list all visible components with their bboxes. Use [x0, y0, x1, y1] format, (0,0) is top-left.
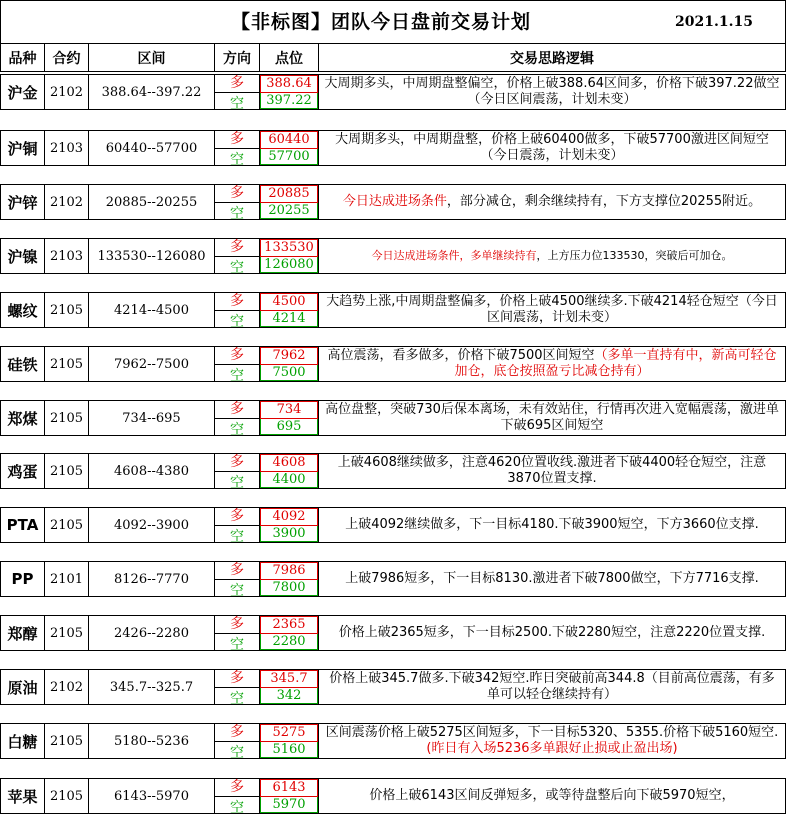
level-cell [259, 346, 318, 382]
price-range: 734--695 [88, 400, 214, 436]
logic-paragraph [323, 402, 781, 434]
long-label: 多 [215, 451, 259, 472]
long-level: 5275 [260, 724, 318, 742]
product-name: PTA [0, 507, 44, 543]
logic-main: 大周期多头，中周期盘整，价格上破60400做多，下破57700激进区间短空（今日震荡，计划未变） [335, 132, 769, 163]
logic-text [318, 400, 786, 436]
product-name: 硅铁 [0, 346, 44, 382]
contract-code: 2102 [44, 184, 88, 220]
table-row [0, 507, 786, 543]
long-level: 20885 [260, 185, 318, 203]
short-label: 空 [230, 744, 244, 761]
table-row [0, 453, 786, 489]
short-level: 57700 [260, 149, 318, 166]
product-name: 沪金 [0, 74, 44, 110]
contract-code: 2105 [44, 292, 88, 328]
contract-code: 2103 [44, 238, 88, 274]
logic-main: 高位震荡，看多做多，价格下破7500区间短空 [327, 348, 595, 363]
logic-paragraph [323, 671, 781, 703]
logic-main: 大趋势上涨,中周期盘整偏多，价格上破4500继续多.下破4214轻仓短空（今日区间震荡，计划未变） [326, 294, 778, 325]
logic-main: ，上方压力位133530，突破后可加仓。 [536, 249, 733, 262]
level-cell [259, 184, 318, 220]
long-label: 多 [215, 236, 259, 257]
product-name: 郑煤 [0, 400, 44, 436]
level-cell [259, 400, 318, 436]
long-level: 6143 [260, 779, 318, 797]
short-label: 空 [230, 474, 244, 491]
price-range: 388.64--397.22 [88, 74, 214, 110]
long-label: 多 [215, 344, 259, 365]
short-label: 空 [230, 151, 244, 168]
plan-date: 2021.1.15 [675, 14, 753, 30]
contract-code: 2105 [44, 453, 88, 489]
direction-cell [214, 615, 259, 651]
logic-note: (昨日有入场5236多单跟好止损或止盈出场) [426, 741, 678, 756]
logic-paragraph [323, 294, 781, 326]
logic-paragraph [372, 248, 733, 264]
short-label: 空 [230, 313, 244, 330]
contract-code: 2105 [44, 615, 88, 651]
long-label: 多 [215, 128, 259, 149]
title-bar [0, 0, 786, 44]
direction-cell [214, 346, 259, 382]
long-label: 多 [215, 398, 259, 419]
short-label: 空 [230, 259, 244, 276]
short-label: 空 [230, 528, 244, 545]
price-range: 5180--5236 [88, 723, 214, 759]
level-cell [259, 615, 318, 651]
contract-code: 2102 [44, 669, 88, 705]
price-range: 2426--2280 [88, 615, 214, 651]
contract-code: 2105 [44, 346, 88, 382]
long-level: 345.7 [260, 670, 318, 688]
logic-paragraph [323, 76, 781, 108]
price-range: 133530--126080 [88, 238, 214, 274]
long-label: 多 [215, 559, 259, 580]
table-row [0, 400, 786, 436]
short-label: 空 [230, 582, 244, 599]
level-cell [259, 723, 318, 759]
short-label: 空 [230, 690, 244, 707]
contract-code: 2105 [44, 723, 88, 759]
direction-cell [214, 292, 259, 328]
page-title: 【非标图】团队今日盘前交易计划 [231, 11, 532, 33]
table-row [0, 74, 786, 110]
table-row [0, 561, 786, 597]
logic-paragraph [323, 132, 781, 164]
price-range: 20885--20255 [88, 184, 214, 220]
direction-cell [214, 561, 259, 597]
short-label: 空 [230, 205, 244, 222]
long-level: 7962 [260, 347, 318, 365]
logic-text [318, 74, 786, 110]
direction-cell [214, 130, 259, 166]
short-label: 空 [230, 421, 244, 438]
logic-paragraph [369, 788, 734, 804]
level-cell [259, 778, 318, 814]
product-name: PP [0, 561, 44, 597]
long-label: 多 [215, 776, 259, 797]
header-contract: 合约 [44, 44, 88, 72]
logic-text [318, 346, 786, 382]
level-cell [259, 74, 318, 110]
logic-paragraph [323, 455, 781, 487]
logic-text [318, 669, 786, 705]
contract-code: 2105 [44, 778, 88, 814]
short-level: 342 [260, 688, 318, 705]
logic-main: 价格上破6143区间反弹短多，或等待盘整后向下破5970短空， [369, 788, 735, 803]
short-level: 4400 [260, 472, 318, 489]
direction-cell [214, 400, 259, 436]
logic-paragraph [343, 194, 761, 210]
header-level: 点位 [259, 44, 318, 72]
direction-cell [214, 74, 259, 110]
long-level: 4500 [260, 293, 318, 311]
logic-text [318, 561, 786, 597]
logic-main: 价格上破345.7做多.下破342短空.昨日突破前高344.8（目前高位震荡，有多单可以轻仓继续持有） [329, 671, 775, 702]
logic-main: ，部分减仓，剩余继续持有，下方支撑位20255附近。 [446, 194, 762, 209]
short-level: 4214 [260, 311, 318, 328]
contract-code: 2103 [44, 130, 88, 166]
price-range: 4608--4380 [88, 453, 214, 489]
long-level: 388.64 [260, 75, 318, 93]
logic-highlight: 今日达成进场条件，多单继续持有 [371, 249, 537, 262]
product-name: 沪锌 [0, 184, 44, 220]
table-row [0, 723, 786, 759]
price-range: 8126--7770 [88, 561, 214, 597]
long-level: 133530 [260, 239, 318, 257]
direction-cell [214, 723, 259, 759]
short-level: 5160 [260, 742, 318, 759]
level-cell [259, 238, 318, 274]
table-row [0, 184, 786, 220]
long-label: 多 [215, 72, 259, 93]
short-level: 5970 [260, 797, 318, 814]
contract-code: 2101 [44, 561, 88, 597]
logic-main: 区间震荡价格上破5275区间短多，下一目标5320、5355.价格下破5160短空. [325, 725, 779, 740]
contract-code: 2105 [44, 400, 88, 436]
logic-main: 价格上破2365短多，下一目标2500.下破2280短空，注意2220位置支撑. [338, 625, 766, 640]
long-label: 多 [215, 182, 259, 203]
level-cell [259, 507, 318, 543]
price-range: 60440--57700 [88, 130, 214, 166]
price-range: 6143--5970 [88, 778, 214, 814]
price-range: 4214--4500 [88, 292, 214, 328]
logic-paragraph [323, 725, 781, 757]
logic-text [318, 292, 786, 328]
price-range: 7962--7500 [88, 346, 214, 382]
header-range: 区间 [88, 44, 214, 72]
logic-text [318, 778, 786, 814]
table-row [0, 130, 786, 166]
logic-text [318, 453, 786, 489]
long-label: 多 [215, 721, 259, 742]
logic-paragraph [345, 517, 759, 533]
logic-main: 上破7986短多，下一目标8130.激进者下破7800做空，下方7716支撑. [345, 571, 759, 586]
table-row [0, 669, 786, 705]
level-cell [259, 453, 318, 489]
long-label: 多 [215, 667, 259, 688]
header-direction: 方向 [214, 44, 259, 72]
short-level: 20255 [260, 203, 318, 220]
logic-main: 大周期多头，中周期盘整偏空，价格上破388.64区间多，价格下破397.22做空（今日区间震荡，计划未变） [324, 76, 780, 107]
logic-paragraph [323, 348, 781, 380]
level-cell [259, 130, 318, 166]
product-name: 原油 [0, 669, 44, 705]
direction-cell [214, 669, 259, 705]
logic-main: 上破4092继续做多，下一目标4180.下破3900短空，下方3660位支撑. [345, 517, 759, 532]
level-cell [259, 669, 318, 705]
logic-paragraph [345, 571, 759, 587]
short-level: 695 [260, 419, 318, 436]
long-level: 4608 [260, 454, 318, 472]
short-label: 空 [230, 799, 244, 816]
logic-text [318, 507, 786, 543]
product-name: 螺纹 [0, 292, 44, 328]
logic-text [318, 615, 786, 651]
table-row [0, 778, 786, 814]
product-name: 沪铜 [0, 130, 44, 166]
logic-main: 高位盘整，突破730后保本离场，未有效站住，行情再次进入宽幅震荡，激进单下破695区间短空 [325, 402, 779, 433]
product-name: 鸡蛋 [0, 453, 44, 489]
price-range: 345.7--325.7 [88, 669, 214, 705]
logic-text [318, 723, 786, 759]
logic-highlight: 今日达成进场条件 [342, 194, 447, 209]
long-label: 多 [215, 613, 259, 634]
long-label: 多 [215, 505, 259, 526]
short-level: 7500 [260, 365, 318, 382]
product-name: 郑醇 [0, 615, 44, 651]
product-name: 白糖 [0, 723, 44, 759]
level-cell [259, 561, 318, 597]
direction-cell [214, 453, 259, 489]
logic-text [318, 130, 786, 166]
long-label: 多 [215, 290, 259, 311]
header-logic: 交易思路逻辑 [318, 44, 786, 72]
logic-text [318, 238, 786, 274]
short-label: 空 [230, 95, 244, 112]
price-range: 4092--3900 [88, 507, 214, 543]
contract-code: 2102 [44, 74, 88, 110]
table-row [0, 238, 786, 274]
logic-main: 上破4608继续做多，注意4620位置收线.激进者下破4400轻仓短空，注意3870位置支撑. [337, 455, 767, 486]
header-product: 品种 [0, 44, 44, 72]
long-level: 2365 [260, 616, 318, 634]
short-level: 2280 [260, 634, 318, 651]
direction-cell [214, 507, 259, 543]
short-label: 空 [230, 636, 244, 653]
logic-note: （多单一直持有中，新高可轻仓加仓，底仓按照盈亏比减仓持有） [454, 348, 777, 379]
short-level: 7800 [260, 580, 318, 597]
long-level: 60440 [260, 131, 318, 149]
direction-cell [214, 238, 259, 274]
short-level: 3900 [260, 526, 318, 543]
contract-code: 2105 [44, 507, 88, 543]
logic-text [318, 184, 786, 220]
long-level: 7986 [260, 562, 318, 580]
direction-cell [214, 778, 259, 814]
direction-cell [214, 184, 259, 220]
short-level: 397.22 [260, 93, 318, 110]
short-label: 空 [230, 367, 244, 384]
logic-paragraph [339, 625, 766, 641]
table-row [0, 615, 786, 651]
product-name: 沪镍 [0, 238, 44, 274]
short-level: 126080 [260, 257, 318, 274]
level-cell [259, 292, 318, 328]
long-level: 734 [260, 401, 318, 419]
table-row [0, 346, 786, 382]
table-row [0, 292, 786, 328]
long-level: 4092 [260, 508, 318, 526]
product-name: 苹果 [0, 778, 44, 814]
